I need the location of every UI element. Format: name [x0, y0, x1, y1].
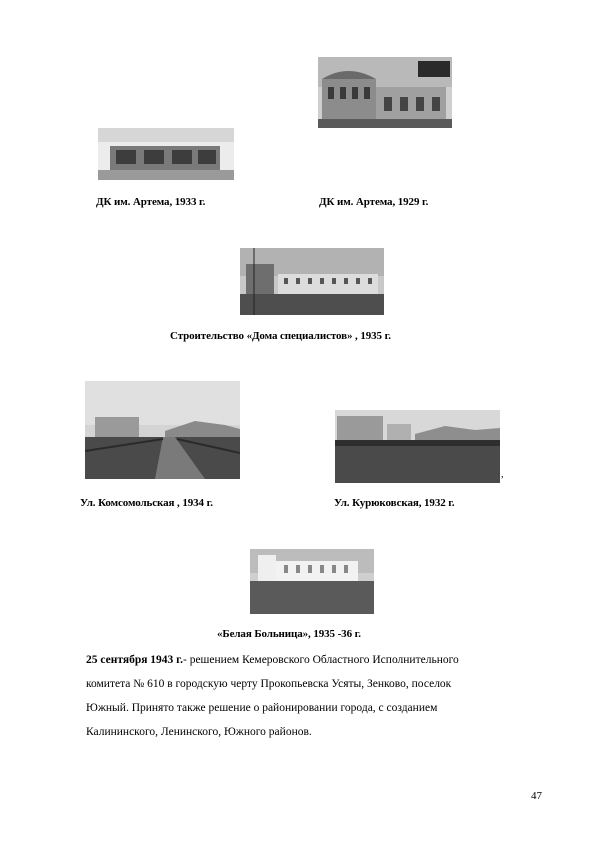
- caption-ul-kuryukovskaya: Ул. Курюковская, 1932 г.: [334, 497, 455, 509]
- caption-dom-specialistov: Строительство «Дома специалистов» , 1935 г.: [170, 330, 391, 342]
- photo-dk-artema-1929: [318, 57, 452, 128]
- photo-belaya-bolnitsa: [250, 549, 374, 614]
- caption-ul-komsomolskaya: Ул. Комсомольская , 1934 г.: [80, 497, 213, 509]
- caption-dk-artema-1933: ДК им. Артема, 1933 г.: [96, 196, 206, 208]
- paragraph-line-2: комитета № 610 в городскую черту Прокопьевска Усяты, Зенково, поселок: [86, 678, 452, 690]
- paragraph-line-3: Южный. Принято также решение о районировании города, с созданием: [86, 702, 438, 714]
- caption-belaya-bolnitsa: «Белая Больница», 1935 -36 г.: [217, 628, 361, 640]
- photo-ul-kuryukovskaya: [335, 410, 500, 483]
- paragraph-line-1-rest: - решением Кемеровского Областного Исполнительного: [183, 654, 459, 666]
- paragraph-date: 25 сентября 1943 г.: [86, 654, 183, 666]
- stray-comma: ,: [501, 469, 504, 480]
- body-paragraph: [86, 648, 556, 744]
- photo-dk-artema-1933: [98, 128, 234, 180]
- photo-dom-specialistov: [240, 248, 384, 315]
- paragraph-line-1: [86, 648, 556, 672]
- paragraph-line-4: Калининского, Ленинского, Южного районов.: [86, 726, 312, 738]
- caption-dk-artema-1929: ДК им. Артема, 1929 г.: [319, 196, 429, 208]
- photo-ul-komsomolskaya: [85, 381, 240, 479]
- page-number: 47: [531, 790, 542, 802]
